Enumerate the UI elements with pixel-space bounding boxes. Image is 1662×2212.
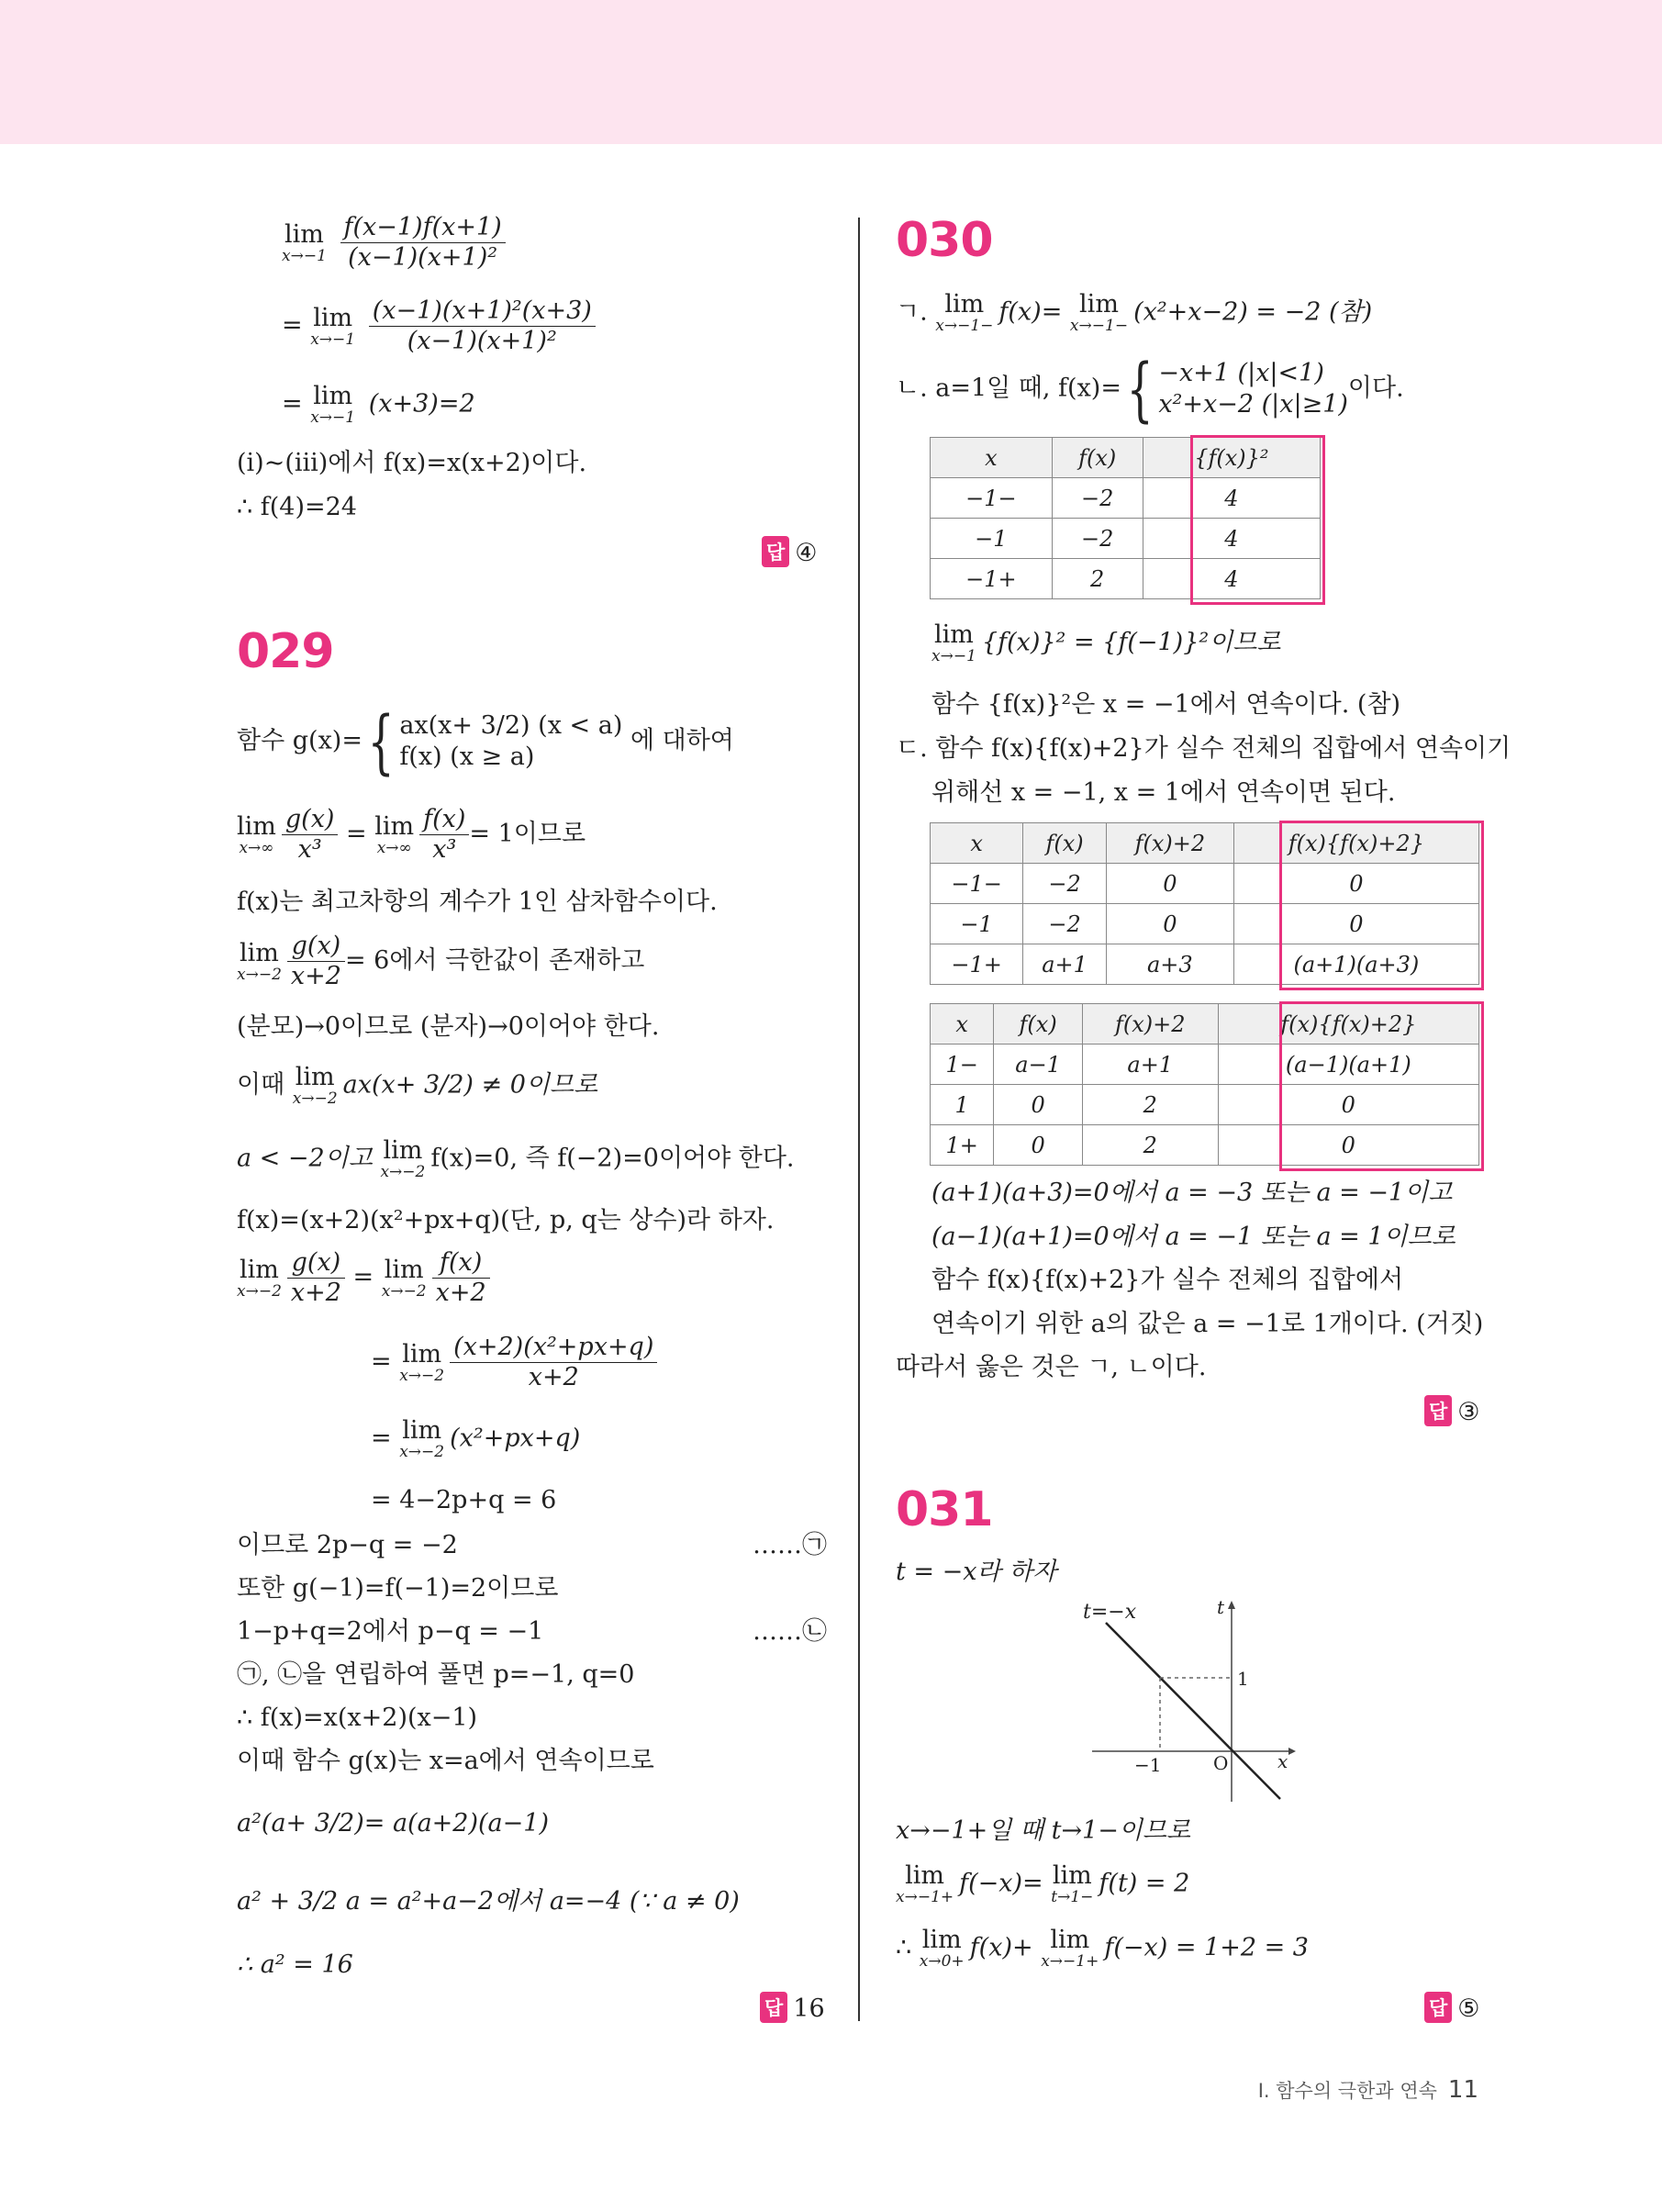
p029-line-14: 또한 g(−1)=f(−1)=2이므로: [237, 1574, 559, 1603]
p030-line-1: ㄱ. lim x→−1− f(x)= lim x→−1− (x²+x−2) = −2 (참): [896, 290, 1373, 335]
table-cell: f(x): [1023, 823, 1107, 864]
p029-line-1: 함수 g(x)={ ax(x+ 3/2) (x < a) f(x) (x ≥ a) 에 대하여: [237, 700, 734, 782]
table-cell: 1−: [931, 1045, 994, 1085]
table-cell: −1: [931, 904, 1023, 944]
table-cell: f(x)+2: [1082, 1004, 1218, 1045]
p029-line-4: lim x→−2 $\frac{g(x)}{x+2}$ = 6에서 극한값이 존재하고: [237, 932, 645, 990]
p030-line-10: 연속이기 위한 a의 값은 a = −1로 1개이다. (거짓): [931, 1310, 1484, 1338]
table-cell: −2: [1052, 519, 1143, 559]
p030-line-3: lim x→−1 {f(x)}² = {f(−1)}²이므로: [931, 620, 1281, 665]
graph-t-equals-minus-x: [1083, 1595, 1303, 1806]
table-cell: 0: [1218, 1085, 1478, 1125]
p030-line-6: 위해선 x = −1, x = 1에서 연속이면 된다.: [931, 778, 1396, 807]
left-line-3: = lim x→−1 (x+3)=2: [282, 382, 475, 427]
table-cell: a+3: [1106, 944, 1233, 985]
axis-label-t: t: [1217, 1596, 1225, 1618]
table-cell: {f(x)}²: [1143, 438, 1320, 478]
page-number: 11: [1447, 2076, 1478, 2104]
table-cell: −2: [1023, 864, 1107, 904]
answer-badge: 답: [762, 536, 789, 567]
table-cell: −1−: [931, 864, 1023, 904]
table-cell: 0: [994, 1125, 1083, 1166]
table-cell: (a+1)(a+3): [1233, 944, 1478, 985]
p029-line-20: a² + 3/2 a = a²+a−2에서 a=−4 (∵ a ≠ 0): [237, 1887, 740, 1916]
table-cell: f(x){f(x)+2}: [1218, 1004, 1478, 1045]
table-cell: 4: [1143, 478, 1320, 519]
table-cell: x: [931, 1004, 994, 1045]
answer-badge: 답: [1424, 1992, 1452, 2023]
page-footer: [1258, 2076, 1478, 2104]
problem-number-029: 029: [237, 624, 334, 679]
answer-badge: 답: [760, 1992, 787, 2023]
mark-2: ……㉡: [753, 1617, 827, 1646]
p029-line-6: 이때 lim x→−2 ax(x+ 3/2) ≠ 0이므로: [237, 1063, 598, 1108]
p029-line-3: f(x)는 최고차항의 계수가 1인 삼차함수이다.: [237, 888, 718, 916]
header-band: [0, 0, 1662, 144]
p030-line-4: 함수 {f(x)}²은 x = −1에서 연속이다. (참): [931, 690, 1401, 719]
p029-line-17: ∴ f(x)=x(x+2)(x−1): [237, 1704, 478, 1732]
table-cell: 2: [1082, 1085, 1218, 1125]
p029-line-5: (분모)→0이므로 (분자)→0이어야 한다.: [237, 1012, 660, 1041]
p031-line-4: ∴ lim x→0+ f(x)+ lim x→−1+ f(−x) = 1+2 = 3: [896, 1926, 1309, 1971]
table-cell: 0: [1233, 904, 1478, 944]
table-cell: 2: [1052, 559, 1143, 599]
p031-line-1: t = −x라 하자: [896, 1558, 1057, 1586]
p029-line-2: lim x→∞ $\frac{g(x)}{\text{x³}}$ = lim x→∞ $\frac{f(x)}{\text{x³}}$ = 1이므로: [237, 805, 586, 864]
table-cell: f(x): [994, 1004, 1083, 1045]
table-cell: 0: [1218, 1125, 1478, 1166]
p030-line-11: 따라서 옳은 것은 ㄱ, ㄴ이다.: [896, 1353, 1207, 1381]
table-cell: (a−1)(a+1): [1218, 1045, 1478, 1085]
table-cell: 0: [1233, 864, 1478, 904]
p029-line-8: f(x)=(x+2)(x²+px+q)(단, p, q는 상수)라 하자.: [237, 1206, 775, 1234]
p029-line-19: a²(a+ 3/2)= a(a+2)(a−1): [237, 1809, 549, 1838]
p029-line-9: lim x→−2 $\frac{g(x)}{x+2}$ = lim x→−2 $\frac{f(x)}{x+2}$: [237, 1248, 490, 1308]
table-cell: 2: [1082, 1125, 1218, 1166]
p030-line-7: (a+1)(a+3)=0에서 a = −3 또는 a = −1이고: [931, 1179, 1453, 1207]
table-cell: f(x): [1052, 438, 1143, 478]
t-axis-arrow: [1228, 1601, 1235, 1609]
table-cell: −1−: [931, 478, 1053, 519]
p029-line-12: = 4−2p+q = 6: [371, 1486, 557, 1514]
column-divider: [858, 218, 860, 2021]
origin-label: O: [1213, 1752, 1229, 1774]
table-cell: x: [931, 823, 1023, 864]
table-cell: 4: [1143, 519, 1320, 559]
table-cell: 0: [1106, 864, 1233, 904]
table-cell: f(x){f(x)+2}: [1233, 823, 1478, 864]
p030-line-2: ㄴ. a=1일 때, f(x)={ −x+1 (|x|<1) x²+x−2 (|x|≥1) 이다.: [896, 348, 1404, 430]
table-cell: 4: [1143, 559, 1320, 599]
p031-line-3: lim x→−1+ f(−x)= lim t→1− f(t) = 2: [896, 1861, 1190, 1906]
table-cell: a+1: [1082, 1045, 1218, 1085]
p029-line-11: = lim x→−2 (x²+px+q): [371, 1416, 581, 1461]
table-cell: 0: [1106, 904, 1233, 944]
line-label: t=−x: [1083, 1601, 1137, 1624]
problem-number-031: 031: [896, 1482, 993, 1537]
table-cell: −1: [931, 519, 1053, 559]
table-cell: 1: [931, 1085, 994, 1125]
table-cell: 0: [994, 1085, 1083, 1125]
table-cell: f(x)+2: [1106, 823, 1233, 864]
table-cell: a+1: [1023, 944, 1107, 985]
p029-line-15: 1−p+q=2에서 p−q = −1: [237, 1617, 544, 1646]
answer-badge: 답: [1424, 1395, 1452, 1426]
table-cell: −2: [1023, 904, 1107, 944]
p029-line-13: 이므로 2p−q = −2: [237, 1531, 458, 1559]
left-line-5: ∴ f(4)=24: [237, 493, 357, 521]
left-line-4: (ⅰ)~(ⅲ)에서 f(x)=x(x+2)이다.: [237, 449, 587, 477]
table-cell: −1+: [931, 944, 1023, 985]
p031-line-2: x→−1+일 때 t→1−이므로: [896, 1816, 1191, 1845]
highlight-column: [1190, 435, 1325, 605]
table-cell: a−1: [994, 1045, 1083, 1085]
problem-number-030: 030: [896, 213, 993, 268]
table-cell: −1+: [931, 559, 1053, 599]
p029-line-21: ∴ a² = 16: [237, 1950, 353, 1979]
p030-line-5: ㄷ. 함수 f(x){f(x)+2}가 실수 전체의 집합에서 연속이기: [896, 734, 1511, 763]
answer-028: 답 ④: [762, 536, 818, 567]
answer-031: 답 ⑤: [1424, 1992, 1480, 2023]
left-line-2: = lim x→−1 $\frac{\text{(x−1)(x+1)²(x+3)}}{\text{(x−1)(x+1)²}}$: [282, 296, 596, 356]
p029-line-18: 이때 함수 g(x)는 x=a에서 연속이므로: [237, 1747, 654, 1775]
answer-029: 답 16: [760, 1992, 825, 2023]
highlight-column: [1279, 821, 1484, 990]
highlight-column: [1279, 1001, 1484, 1171]
tick-minus-1: −1: [1134, 1754, 1162, 1776]
table-cell: x: [931, 438, 1053, 478]
p029-line-7: a < −2이고 lim x→−2 f(x)=0, 즉 f(−2)=0이어야 한다.: [237, 1136, 795, 1181]
p030-line-8: (a−1)(a+1)=0에서 a = −1 또는 a = 1이므로: [931, 1223, 1456, 1251]
axis-label-x: x: [1277, 1750, 1288, 1772]
left-line-1: lim x→−1 $\frac{f(x-1)f(x+1)}{\text{(x−1)(x+1)²}}$: [282, 213, 506, 273]
p029-line-10: = lim x→−2 $\frac{\text{(x+2)(x²+px+q)}}{x+2}$: [371, 1333, 657, 1392]
graph-line: [1106, 1623, 1280, 1799]
x-axis-arrow: [1288, 1748, 1296, 1755]
p030-line-9: 함수 f(x){f(x)+2}가 실수 전체의 집합에서: [931, 1266, 1404, 1294]
answer-030: 답 ③: [1424, 1395, 1480, 1426]
table-cell: −2: [1052, 478, 1143, 519]
p029-line-16: ㉠, ㉡을 연립하여 풀면 p=−1, q=0: [237, 1660, 635, 1689]
mark-1: ……㉠: [753, 1531, 827, 1559]
table-cell: 1+: [931, 1125, 994, 1166]
chapter-title: Ⅰ. 함수의 극한과 연속: [1257, 2080, 1437, 2102]
tick-1: 1: [1237, 1668, 1249, 1690]
